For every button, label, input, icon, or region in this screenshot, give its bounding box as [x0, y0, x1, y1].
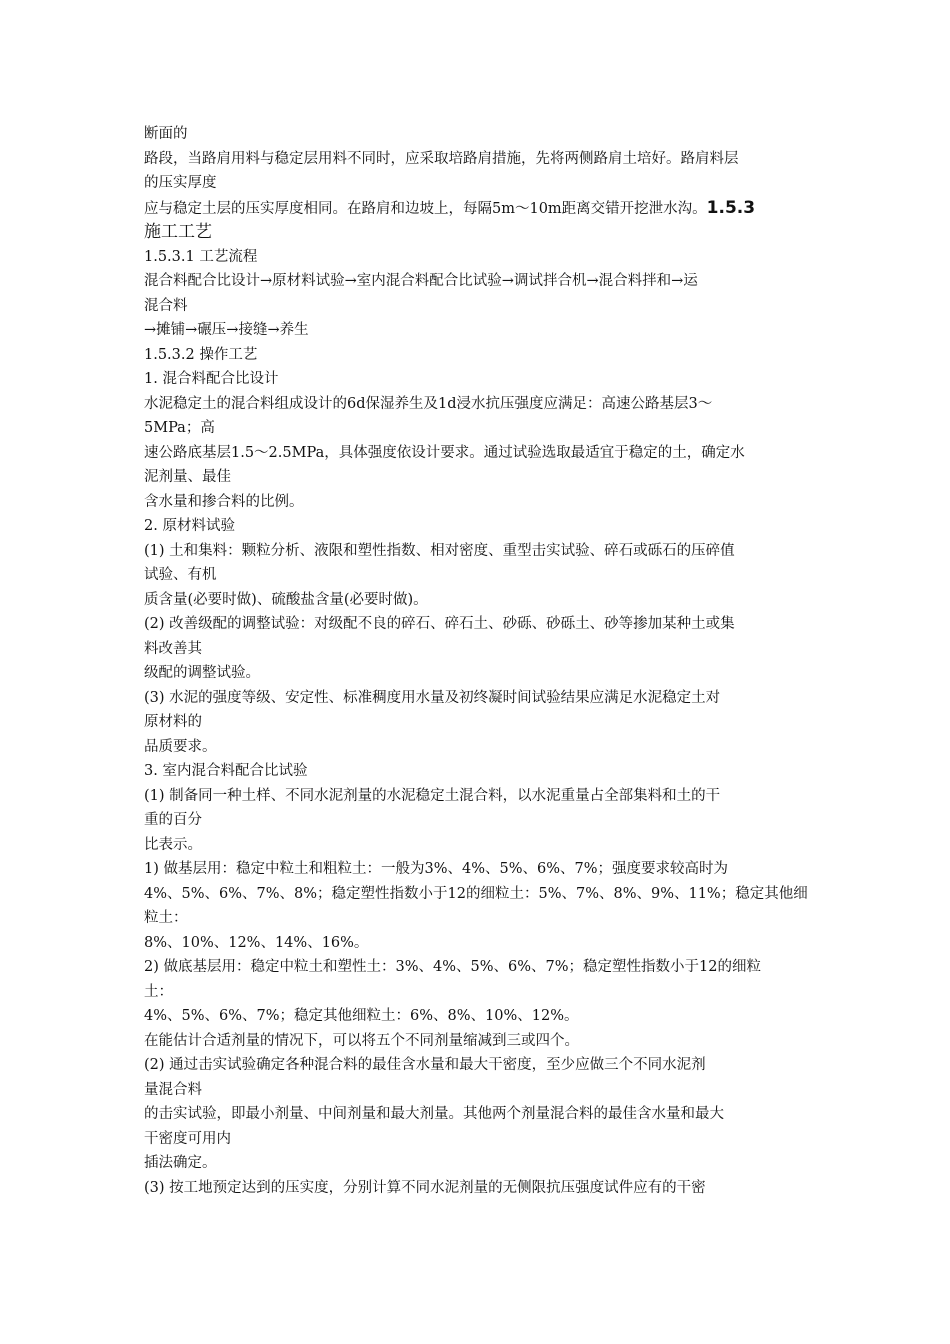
item-heading: 2. 原材料试验 — [144, 518, 235, 534]
text-line: 插法确定。 — [144, 1155, 217, 1171]
text-line: 干密度可用内 — [144, 1130, 231, 1147]
text-line: 5MPa；高 — [144, 420, 215, 436]
text-line: 质含量(必要时做)、硫酸盐含量(必要时做)。 — [144, 591, 428, 608]
text-line: 断面的 — [144, 126, 188, 142]
text-line: (2) 通过击实试验确定各种混合料的最佳含水量和最大干密度，至少应做三个不同水泥剂 — [144, 1057, 706, 1073]
text-line: →摊铺→碾压→接缝→养生 — [144, 322, 309, 338]
text-line: 4%、5%、6%、7%、8%；稳定塑性指数小于12的细粒土：5%、7%、8%、9%、11%；稳定其他细 — [144, 885, 808, 902]
subsection-heading: 1.5.3.1 工艺流程 — [144, 248, 258, 265]
text-line: 试验、有机 — [144, 567, 217, 583]
text-line: (3) 水泥的强度等级、安定性、标准稠度用水量及初终凝时间试验结果应满足水泥稳定土对 — [144, 689, 721, 706]
text-line: 重的百分 — [144, 812, 202, 828]
text-line: 在能估计合适剂量的情况下，可以将五个不同剂量缩减到三或四个。 — [144, 1032, 579, 1049]
item-heading: 1. 混合料配合比设计 — [144, 371, 279, 387]
text-line: 土： — [144, 983, 173, 1000]
text-line: 量混合料 — [144, 1081, 202, 1098]
text-line: 的击实试验，即最小剂量、中间剂量和最大剂量。其他两个剂量混合料的最佳含水量和最大 — [144, 1106, 724, 1122]
section-heading: 施工工艺 — [144, 222, 212, 242]
text-line: 路段，当路肩用料与稳定层用料不同时，应采取培路肩措施，先将两侧路肩土培好。路肩料层 — [144, 150, 739, 167]
text-span: 应与稳定土层的压实厚度相同。在路肩和边坡上，每隔5m～10m距离交错开挖泄水沟。 — [144, 200, 707, 217]
text-line: (1) 土和集料：颗粒分析、液限和塑性指数、相对密度、重型击实试验、碎石或砾石的压碎值 — [144, 542, 735, 559]
text-line: 粒土： — [144, 910, 188, 926]
subsection-heading: 1.5.3.2 操作工艺 — [144, 346, 258, 363]
text-line: 泥剂量、最佳 — [144, 469, 231, 485]
section-number: 1.5.3 — [706, 197, 756, 218]
text-line: (2) 改善级配的调整试验：对级配不良的碎石、碎石土、砂砾、砂砾土、砂等掺加某种土或集 — [144, 616, 735, 632]
text-line: (3) 按工地预定达到的压实度，分别计算不同水泥剂量的无侧限抗压强度试件应有的干密 — [144, 1179, 706, 1196]
text-line: (1) 制备同一种土样、不同水泥剂量的水泥稳定土混合料，以水泥重量占全部集料和土的干 — [144, 787, 721, 804]
text-line: 级配的调整试验。 — [144, 665, 260, 681]
item-heading: 3. 室内混合料配合比试验 — [144, 763, 308, 779]
text-line: 4%、5%、6%、7%；稳定其他细粒土：6%、8%、10%、12%。 — [144, 1008, 579, 1024]
text-line: 8%、10%、12%、14%、16%。 — [144, 934, 369, 951]
text-line: 1) 做基层用：稳定中粒土和粗粒土：一般为3%、4%、5%、6%、7%；强度要求较高时为 — [144, 861, 729, 877]
text-line: 水泥稳定土的混合料组成设计的6d保湿养生及1d浸水抗压强度应满足：高速公路基层3～ — [144, 395, 713, 412]
text-line: 比表示。 — [144, 836, 202, 853]
text-line — [144, 196, 816, 221]
text-line: 混合料 — [144, 297, 188, 314]
text-line: 含水量和掺合料的比例。 — [144, 493, 304, 510]
text-line: 混合料配合比设计→原材料试验→室内混合料配合比试验→调试拌合机→混合料拌和→运 — [144, 273, 698, 289]
text-line: 品质要求。 — [144, 738, 217, 755]
text-line: 原材料的 — [144, 714, 202, 730]
text-line: 的压实厚度 — [144, 175, 217, 191]
document-body — [144, 122, 816, 1200]
text-line: 2) 做底基层用：稳定中粒土和塑性土：3%、4%、5%、6%、7%；稳定塑性指数小于12的细粒 — [144, 959, 761, 975]
text-line: 料改善其 — [144, 640, 202, 657]
text-line: 速公路底基层1.5～2.5MPa，具体强度依设计要求。通过试验选取最适宜于稳定的土，确定水 — [144, 444, 745, 461]
